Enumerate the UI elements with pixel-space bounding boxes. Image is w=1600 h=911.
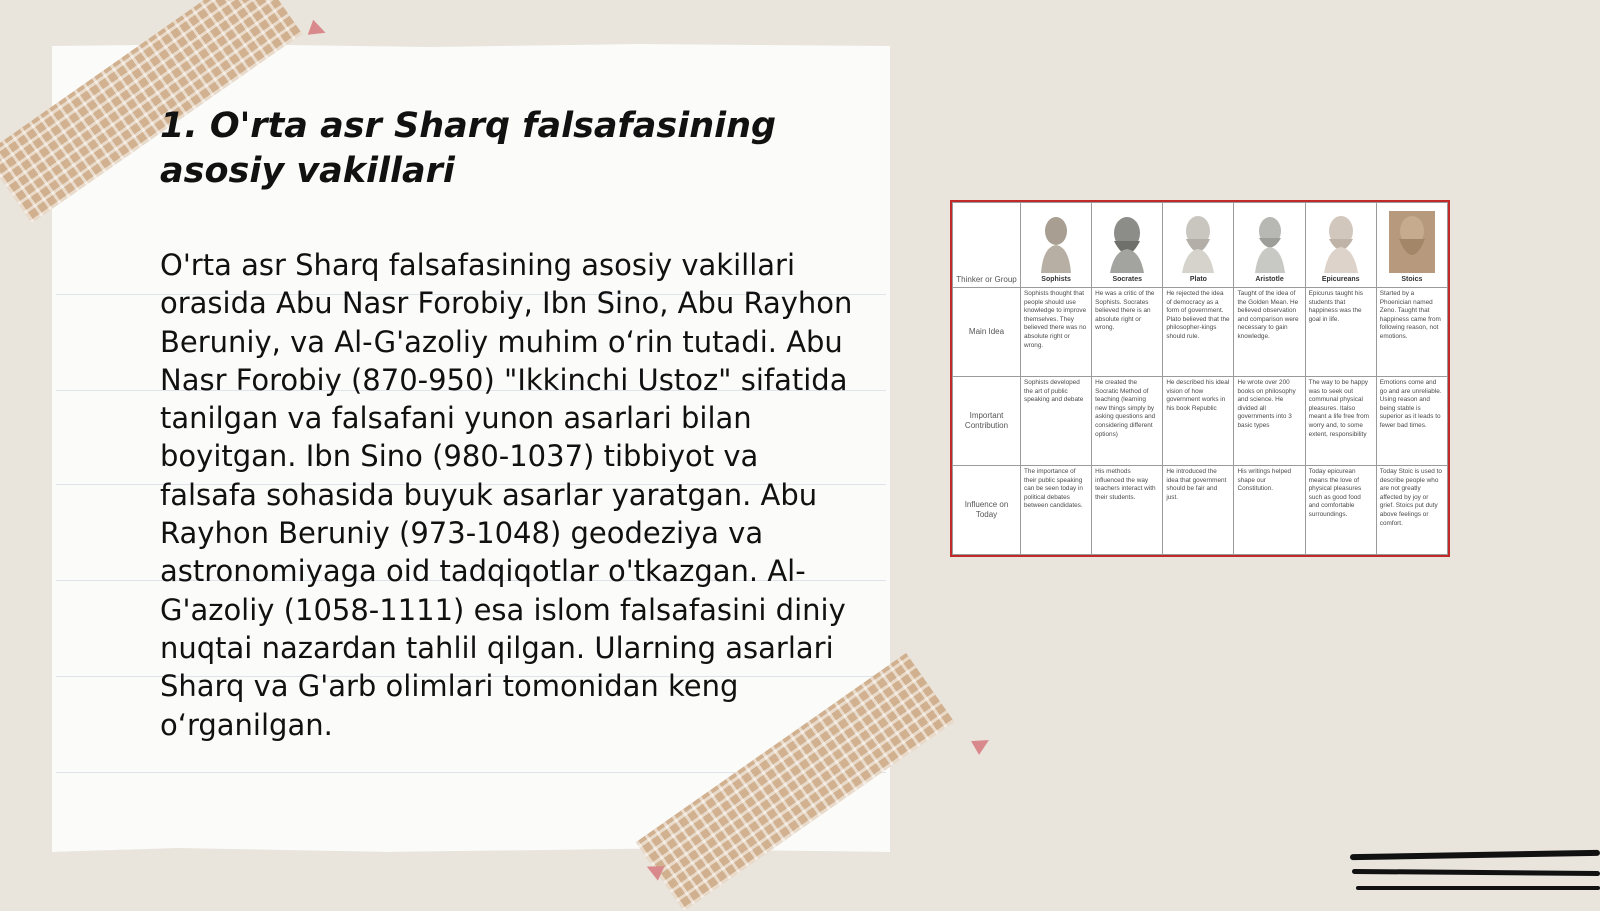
- table-cell: The importance of their public speaking can be seen today in political debates between candidates.: [1021, 466, 1092, 555]
- thinker-name: Aristotle: [1255, 276, 1284, 284]
- bust-portrait-icon: [1033, 211, 1079, 273]
- thinker-name: Stoics: [1401, 276, 1423, 284]
- table-cell: The way to be happy was to seek out communal physical pleasures. Italso meant a life free from worry and, to some extent, responsibility: [1305, 377, 1376, 466]
- table-cell: His writings helped shape our Constitution.: [1234, 466, 1305, 555]
- table-cell: Emotions come and go and are unreliable. Using reason and being stable is superior as it leads to fewer bad times.: [1376, 377, 1447, 466]
- table-cell: Taught of the idea of the Golden Mean. He believed observation and comparison were necessary to gain knowledge.: [1234, 288, 1305, 377]
- table-cell: Started by a Phoenician named Zeno. Taught that happiness came from following reason, not emotions.: [1376, 288, 1447, 377]
- table-row: [953, 288, 1448, 377]
- tape-tab-bottom-right: [971, 733, 993, 755]
- table-cell: He described his ideal vision of how government works in his book Republic: [1163, 377, 1234, 466]
- table-cell: Today epicurean means the love of physical pleasures such as good food and comfortable surroundings.: [1305, 466, 1376, 555]
- thinker-cell: [1234, 203, 1305, 288]
- table-cell: Today Stoic is used to describe people who are not greatly affected by joy or grief. Stoics put duty above feelings or comfort.: [1376, 466, 1447, 555]
- thinker-name: Socrates: [1112, 276, 1143, 284]
- thinker-name: Plato: [1189, 276, 1207, 284]
- philosophers-table: [952, 202, 1448, 555]
- thinker-name: Epicureans: [1321, 276, 1360, 284]
- thinker-cell: [1092, 203, 1163, 288]
- table-cell: He created the Socratic Method of teaching (learning new things simply by asking questions and considering different options): [1092, 377, 1163, 466]
- bust-portrait-icon: [1389, 211, 1435, 273]
- bust-portrait-icon: [1104, 211, 1150, 273]
- table-row: [953, 377, 1448, 466]
- table-cell: Sophists developed the art of public speaking and debate: [1021, 377, 1092, 466]
- table-cell: Epicurus taught his students that happiness was the goal in life.: [1305, 288, 1376, 377]
- row-label: Influence on Today: [953, 466, 1021, 555]
- table-cell: He was a critic of the Sophists. Socrates believed there is an absolute right or wrong.: [1092, 288, 1163, 377]
- thinker-cell: [1305, 203, 1376, 288]
- table-cell: His methods influenced the way teachers interact with their students.: [1092, 466, 1163, 555]
- table-cell: He rejected the idea of democracy as a form of government. Plato believed that the philosopher-kings should rule.: [1163, 288, 1234, 377]
- table-header-row: [953, 203, 1448, 288]
- table-row: [953, 466, 1448, 555]
- tape-tab-top: [308, 20, 329, 41]
- bust-portrait-icon: [1175, 211, 1221, 273]
- thinker-cell: [1021, 203, 1092, 288]
- table-cell: He introduced the idea that government should be fair and just.: [1163, 466, 1234, 555]
- slide-title: 1. O'rta asr Sharq falsafasining asosiy vakillari: [160, 106, 777, 191]
- philosophers-table-image: [950, 200, 1450, 557]
- thinker-name: Sophists: [1041, 276, 1071, 284]
- bust-portrait-icon: [1318, 211, 1364, 273]
- row-label: Main Idea: [953, 288, 1021, 377]
- decorative-brush-stroke: [1352, 869, 1600, 876]
- table-cell: He wrote over 200 books on philosophy and science. He divided all governments into 3 basic types: [1234, 377, 1305, 466]
- slide-body-text: O'rta asr Sharq falsafasining asosiy vakillari orasida Abu Nasr Forobiy, Ibn Sino, Abu Rayhon Beruniy, va Al-G'azoliy muhim o‘rin tutadi. Abu Nasr Forobiy (870-950) "Ikkinchi Ustoz" sifatida tanilgan va falsafani yunon asarlari bilan boyitgan. Ibn Sino (980-1037) tibbiyot va falsafa sohasida buyuk asarlar yaratgan. Abu Rayhon Beruniy (973-1048) geodeziya va astronomiyaga oid tadqiqotlar o'tkazgan. Al-G'azoliy (1058-1111) esa islom falsafasini diniy nuqtai nazardan tahlil qilgan. Ularning asarlari Sharq va G'arb olimlari tomonidan keng o‘rganilgan.: [160, 248, 853, 742]
- table-cell: Sophists thought that people should use knowledge to improve themselves. They believed there was no absolute right or wrong.: [1021, 288, 1092, 377]
- table-corner-label: Thinker or Group: [953, 203, 1021, 288]
- thinker-cell: [1376, 203, 1447, 288]
- decorative-brush-stroke: [1356, 886, 1600, 890]
- bust-portrait-icon: [1247, 211, 1293, 273]
- decorative-brush-stroke: [1350, 850, 1600, 860]
- row-label: Important Contribution: [953, 377, 1021, 466]
- thinker-cell: [1163, 203, 1234, 288]
